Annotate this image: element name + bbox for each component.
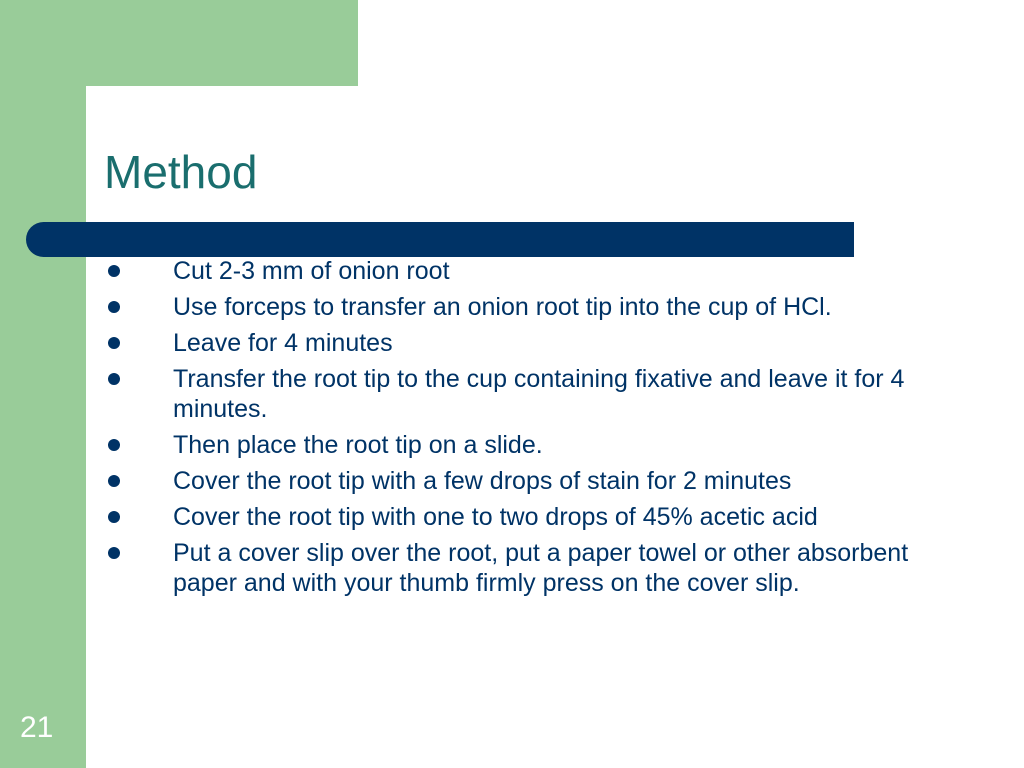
bullet-dot-icon [108, 475, 120, 487]
bullet-text: Cut 2-3 mm of onion root [173, 257, 450, 285]
bullet-item [104, 364, 954, 424]
bullet-item [104, 538, 954, 598]
bullet-text: Leave for 4 minutes [173, 329, 393, 357]
green-left-band [0, 0, 86, 768]
bullet-item [104, 328, 954, 358]
bullet-dot-icon [108, 547, 120, 559]
bullet-text: Cover the root tip with one to two drops of 45% acetic acid [173, 503, 818, 531]
bullet-dot-icon [108, 373, 120, 385]
bullet-item [104, 466, 954, 496]
title-underline-bar [26, 222, 854, 257]
bullet-dot-icon [108, 439, 120, 451]
bullet-text: Then place the root tip on a slide. [173, 431, 543, 459]
bullet-dot-icon [108, 511, 120, 523]
bullet-text: Use forceps to transfer an onion root tip into the cup of HCl. [173, 293, 832, 321]
page-number: 21 [20, 711, 54, 744]
slide-title: Method [104, 146, 258, 198]
bullet-dot-icon [108, 301, 120, 313]
bullet-item [104, 292, 954, 322]
bullet-text: Transfer the root tip to the cup containing fixative and leave it for 4 minutes. [173, 365, 905, 423]
bullet-dot-icon [108, 265, 120, 277]
bullet-text: Cover the root tip with a few drops of stain for 2 minutes [173, 467, 792, 495]
bullet-item [104, 256, 954, 286]
bullet-dot-icon [108, 337, 120, 349]
bullet-item [104, 430, 954, 460]
bullet-item [104, 502, 954, 532]
bullet-list [104, 256, 954, 598]
bullet-text: Put a cover slip over the root, put a paper towel or other absorbent paper and with your thumb firmly press on the cover slip. [173, 539, 909, 597]
